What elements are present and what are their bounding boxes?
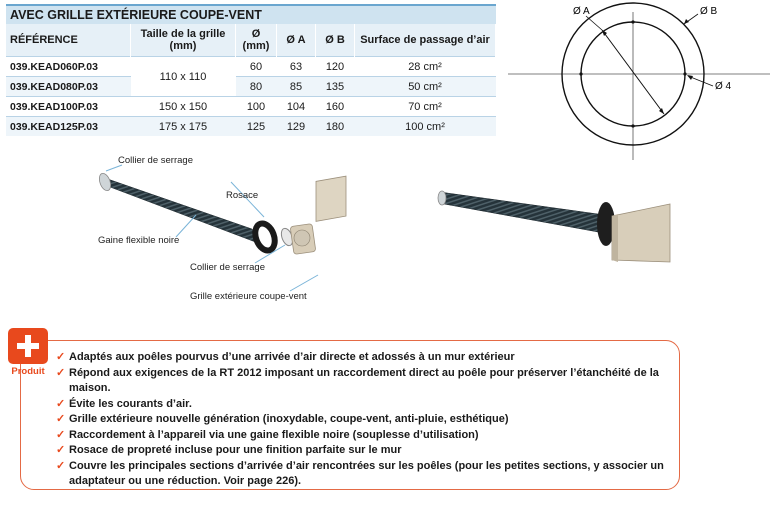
cell-ref: 039.KEAD060P.03 bbox=[6, 57, 131, 77]
feature-text: Évite les courants d’air. bbox=[69, 397, 192, 410]
rosette-ring bbox=[252, 221, 278, 253]
cell-ref: 039.KEAD125P.03 bbox=[6, 117, 131, 137]
cell-diameter-b: 180 bbox=[316, 117, 355, 137]
arrow-icon bbox=[687, 75, 693, 80]
feature-text: Grille extérieure nouvelle génération (inoxydable, coupe-vent, anti-pluie, esthétique) bbox=[69, 413, 509, 425]
cell-size: 175 x 175 bbox=[131, 117, 236, 137]
check-icon: ✓ bbox=[56, 444, 66, 456]
label-diameter-b: Ø B bbox=[700, 6, 718, 17]
check-icon: ✓ bbox=[56, 459, 66, 472]
table-row bbox=[6, 117, 496, 137]
reference-table bbox=[6, 4, 496, 136]
check-icon: ✓ bbox=[56, 351, 66, 363]
list-item bbox=[56, 428, 676, 444]
check-icon: ✓ bbox=[56, 366, 66, 379]
table-header-row bbox=[6, 24, 496, 57]
dimension-diagram bbox=[508, 2, 770, 162]
list-item bbox=[56, 443, 676, 459]
hole-dot bbox=[631, 124, 634, 127]
external-grille bbox=[612, 204, 670, 262]
list-item bbox=[56, 350, 676, 366]
list-item bbox=[56, 412, 676, 428]
table-row bbox=[6, 57, 496, 77]
label-rosace: Rosace bbox=[226, 190, 259, 201]
header-size: Taille de la grille (mm) bbox=[131, 24, 236, 57]
cell-diameter-b: 120 bbox=[316, 57, 355, 77]
label-diameter-a: Ø A bbox=[573, 6, 590, 17]
cell-diameter: 125 bbox=[236, 117, 277, 137]
header-diameter-a: Ø A bbox=[277, 24, 316, 57]
check-icon: ✓ bbox=[56, 413, 66, 425]
arrow-icon bbox=[684, 19, 689, 24]
cell-diameter-a: 104 bbox=[277, 97, 316, 117]
cell-diameter-b: 160 bbox=[316, 97, 355, 117]
hole-dot bbox=[631, 20, 634, 23]
flexible-hose bbox=[440, 192, 598, 232]
cell-surface: 100 cm² bbox=[355, 117, 496, 137]
grille-spigot-opening bbox=[294, 230, 310, 246]
cell-surface: 70 cm² bbox=[355, 97, 496, 117]
cell-diameter-a: 129 bbox=[277, 117, 316, 137]
hole-dot bbox=[683, 72, 686, 75]
feature-text: Couvre les principales sections d’arrivée d’air rencontrées sur les poêles (pour les petites sections, y associer un adaptateur ou une réduction. Voir page 226). bbox=[69, 459, 664, 487]
table-title: AVEC GRILLE EXTÉRIEURE COUPE-VENT bbox=[6, 4, 496, 24]
cell-size: 150 x 150 bbox=[131, 97, 236, 117]
check-icon: ✓ bbox=[56, 397, 66, 410]
label-diameter-4: Ø 4 bbox=[715, 81, 732, 92]
cell-diameter-a: 63 bbox=[277, 57, 316, 77]
grille-side bbox=[612, 214, 618, 262]
table-row bbox=[6, 77, 496, 97]
cell-diameter: 60 bbox=[236, 57, 277, 77]
cell-ref: 039.KEAD080P.03 bbox=[6, 77, 131, 97]
table-row bbox=[6, 97, 496, 117]
list-item bbox=[56, 366, 676, 397]
feature-text: Répond aux exigences de la RT 2012 imposant un raccordement direct au poêle pour préserver l’étanchéité de la maison. bbox=[69, 366, 659, 394]
list-item bbox=[56, 459, 676, 490]
kit-assembled-drawing bbox=[430, 170, 680, 280]
cell-diameter: 100 bbox=[236, 97, 277, 117]
list-item bbox=[56, 397, 676, 413]
leader-line bbox=[586, 16, 602, 30]
feature-text: Rosace de propreté incluse pour une finition parfaite sur le mur bbox=[69, 444, 402, 456]
cell-surface: 28 cm² bbox=[355, 57, 496, 77]
header-diameter: Ø (mm) bbox=[236, 24, 277, 57]
cell-surface: 50 cm² bbox=[355, 77, 496, 97]
header-surface: Surface de passage d’air bbox=[355, 24, 496, 57]
leader-line bbox=[176, 215, 196, 237]
external-grille bbox=[316, 176, 346, 221]
check-icon: ✓ bbox=[56, 428, 66, 441]
cell-diameter: 80 bbox=[236, 77, 277, 97]
label-collier-2: Collier de serrage bbox=[190, 262, 265, 273]
label-grille: Grille extérieure coupe-vent bbox=[190, 291, 307, 302]
feature-text: Adaptés aux poêles pourvus d’une arrivée d’air directe et adossés à un mur extérieur bbox=[69, 351, 515, 363]
header-reference: RÉFÉRENCE bbox=[6, 24, 131, 57]
label-gaine: Gaine flexible noire bbox=[98, 235, 180, 246]
hole-dot bbox=[579, 72, 582, 75]
label-collier-1: Collier de serrage bbox=[118, 155, 193, 166]
cell-ref: 039.KEAD100P.03 bbox=[6, 97, 131, 117]
product-table bbox=[6, 24, 496, 136]
cell-diameter-b: 135 bbox=[316, 77, 355, 97]
clamp-ring bbox=[438, 191, 446, 205]
leader-line bbox=[290, 275, 318, 291]
produit-label: Produit bbox=[11, 366, 45, 377]
features-list bbox=[56, 350, 676, 490]
cell-diameter-a: 85 bbox=[277, 77, 316, 97]
clamp-ring bbox=[97, 172, 113, 192]
cell-size: 110 x 110 bbox=[131, 57, 236, 97]
kit-exploded-illustration bbox=[80, 155, 380, 315]
plus-icon bbox=[25, 335, 31, 357]
kit-assembled-illustration bbox=[430, 170, 680, 280]
feature-text: Raccordement à l’appareil via une gaine flexible noire (souplesse d’utilisation) bbox=[69, 428, 479, 441]
header-diameter-b: Ø B bbox=[316, 24, 355, 57]
